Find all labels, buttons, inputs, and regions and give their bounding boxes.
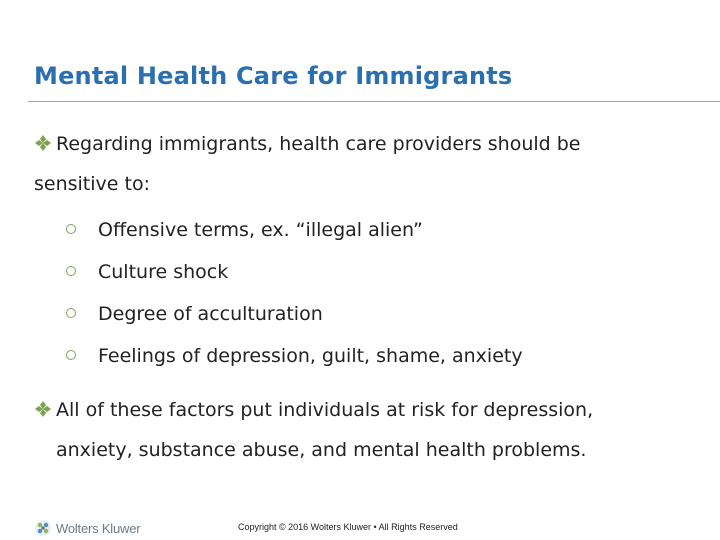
sub-item-offensive-terms bbox=[66, 216, 423, 244]
sub-item-feelings bbox=[66, 342, 523, 370]
sub-item-label: Culture shock bbox=[98, 261, 229, 283]
footer-logo bbox=[34, 518, 140, 538]
bullet-all-factors bbox=[34, 390, 704, 461]
diamond-bullet-icon bbox=[34, 134, 52, 152]
logo-text: Wolters Kluwer bbox=[56, 520, 141, 536]
bullet2-line2: anxiety, substance abuse, and mental health problems. bbox=[56, 439, 587, 461]
sub-item-acculturation bbox=[66, 300, 323, 328]
slide-title: Mental Health Care for Immigrants bbox=[34, 62, 513, 90]
title-divider bbox=[28, 101, 720, 102]
bullet1-line1: Regarding immigrants, health care providers should be bbox=[56, 133, 581, 155]
hollow-circle-bullet-icon bbox=[66, 308, 76, 318]
bullet1-line2: sensitive to: bbox=[34, 173, 150, 195]
hollow-circle-bullet-icon bbox=[66, 350, 76, 360]
hollow-circle-bullet-icon bbox=[66, 266, 76, 276]
bullet2-line1: All of these factors put individuals at risk for depression, bbox=[56, 399, 594, 421]
wolters-kluwer-logo-icon bbox=[34, 519, 52, 537]
sub-item-label: Offensive terms, ex. “illegal alien” bbox=[98, 219, 423, 241]
bullet-regarding-immigrants bbox=[34, 124, 694, 195]
sub-item-label: Feelings of depression, guilt, shame, anxiety bbox=[98, 345, 523, 367]
diamond-bullet-icon bbox=[34, 400, 52, 418]
sub-item-label: Degree of acculturation bbox=[98, 303, 323, 325]
copyright-notice: Copyright © 2016 Wolters Kluwer • All Rights Reserved bbox=[238, 522, 458, 532]
sub-item-culture-shock bbox=[66, 258, 228, 286]
hollow-circle-bullet-icon bbox=[66, 224, 76, 234]
